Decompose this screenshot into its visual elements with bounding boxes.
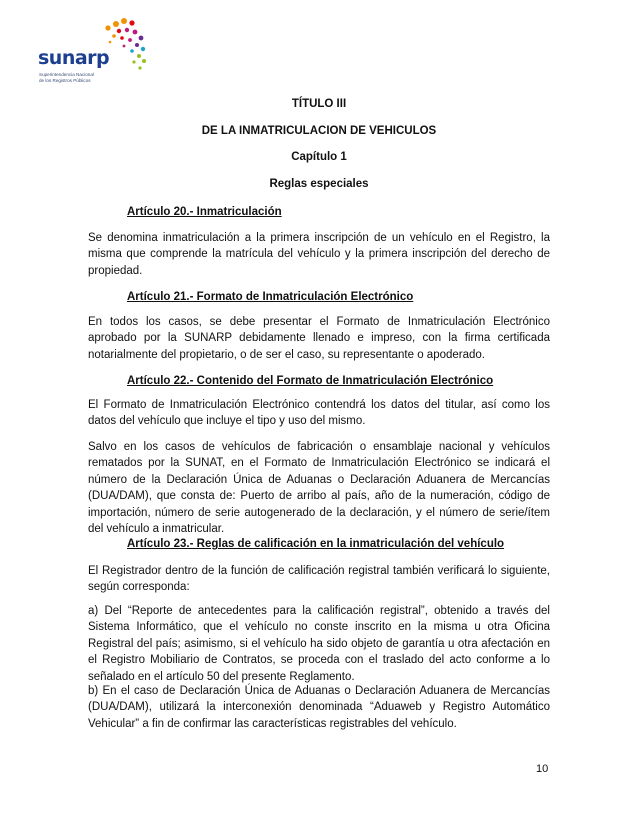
article-23-heading: Artículo 23.- Reglas de calificación en la inmatriculación del vehículo	[127, 538, 505, 550]
article-22-paragraph-1: El Formato de Inmatriculación Electrónico contendrá los datos del titular, así como los datos del vehículo que incluye el tipo y uso del mismo.	[88, 399, 550, 428]
article-23-paragraph-3: b) En el caso de Declaración Única de Aduanas o Declaración Aduanera de Mercancías (DUA/DAM), utilizará la interconexión denominada “Aduaweb y Registro Automático Vehicular” a fin de confirmar las características registrables del vehículo.	[88, 685, 550, 730]
sunarp-logo	[38, 16, 148, 96]
chapter-heading: Capítulo 1	[291, 151, 347, 163]
page-number: 10	[536, 763, 549, 775]
logo-subtitle-line2: de los Registros Públicos	[39, 78, 91, 83]
title-heading: TÍTULO III	[291, 98, 347, 110]
article-22-heading: Artículo 22.- Contenido del Formato de Inmatriculación Electrónico	[127, 375, 494, 387]
subtitle-heading: DE LA INMATRICULACION DE VEHICULOS	[201, 125, 437, 137]
article-23-paragraph-1: El Registrador dentro de la función de calificación registral también verificará lo siguiente, según corresponda:	[88, 565, 550, 594]
article-22-paragraph-2: Salvo en los casos de vehículos de fabricación o ensamblaje nacional y vehículos rematados por la SUNAT, en el Formato de Inmatriculación Electrónico se indicará el número de la Declaración Única de Aduanas o Declaración Aduanera de Mercancías (DUA/DAM), que consta de: Puerto de arribo al país, año de la numeración, código de importación, número de serie autogenerado de la declaración, y el número de serie/ítem del vehículo a inmatricular.	[88, 441, 550, 536]
logo-subtitle	[39, 72, 119, 84]
section-heading: Reglas especiales	[269, 178, 369, 190]
article-21-paragraph: En todos los casos, se debe presentar el Formato de Inmatriculación Electrónico aprobado por la SUNARP debidamente llenado e impreso, con la firma certificada notarialmente del propietario, o de ser el caso, su representante o apoderado.	[88, 316, 550, 361]
article-20-paragraph: Se denomina inmatriculación a la primera inscripción de un vehículo en el Registro, la misma que comprende la matrícula del vehículo y la primera inscripción del derecho de propiedad.	[88, 232, 550, 277]
logo-wordmark: sunarp	[38, 47, 110, 69]
article-23-paragraph-2: a) Del “Reporte de antecedentes para la calificación registral”, obtenido a través del Sistema Informático, que el vehículo no conste inscrito en la misma u otra Oficina Registral del país; asimismo, si el vehículo ha sido objeto de garantía u otra afectación en el Registro Mobiliario de Contratos, se proceda con el traslado del acto conforme a lo señalado en el artículo 50 del presente Reglamento.	[88, 605, 550, 683]
article-21-heading: Artículo 21.- Formato de Inmatriculación Electrónico	[127, 291, 414, 303]
logo-subtitle-line1: Superintendencia Nacional	[39, 72, 94, 77]
article-20-heading: Artículo 20.- Inmatriculación	[127, 206, 282, 218]
